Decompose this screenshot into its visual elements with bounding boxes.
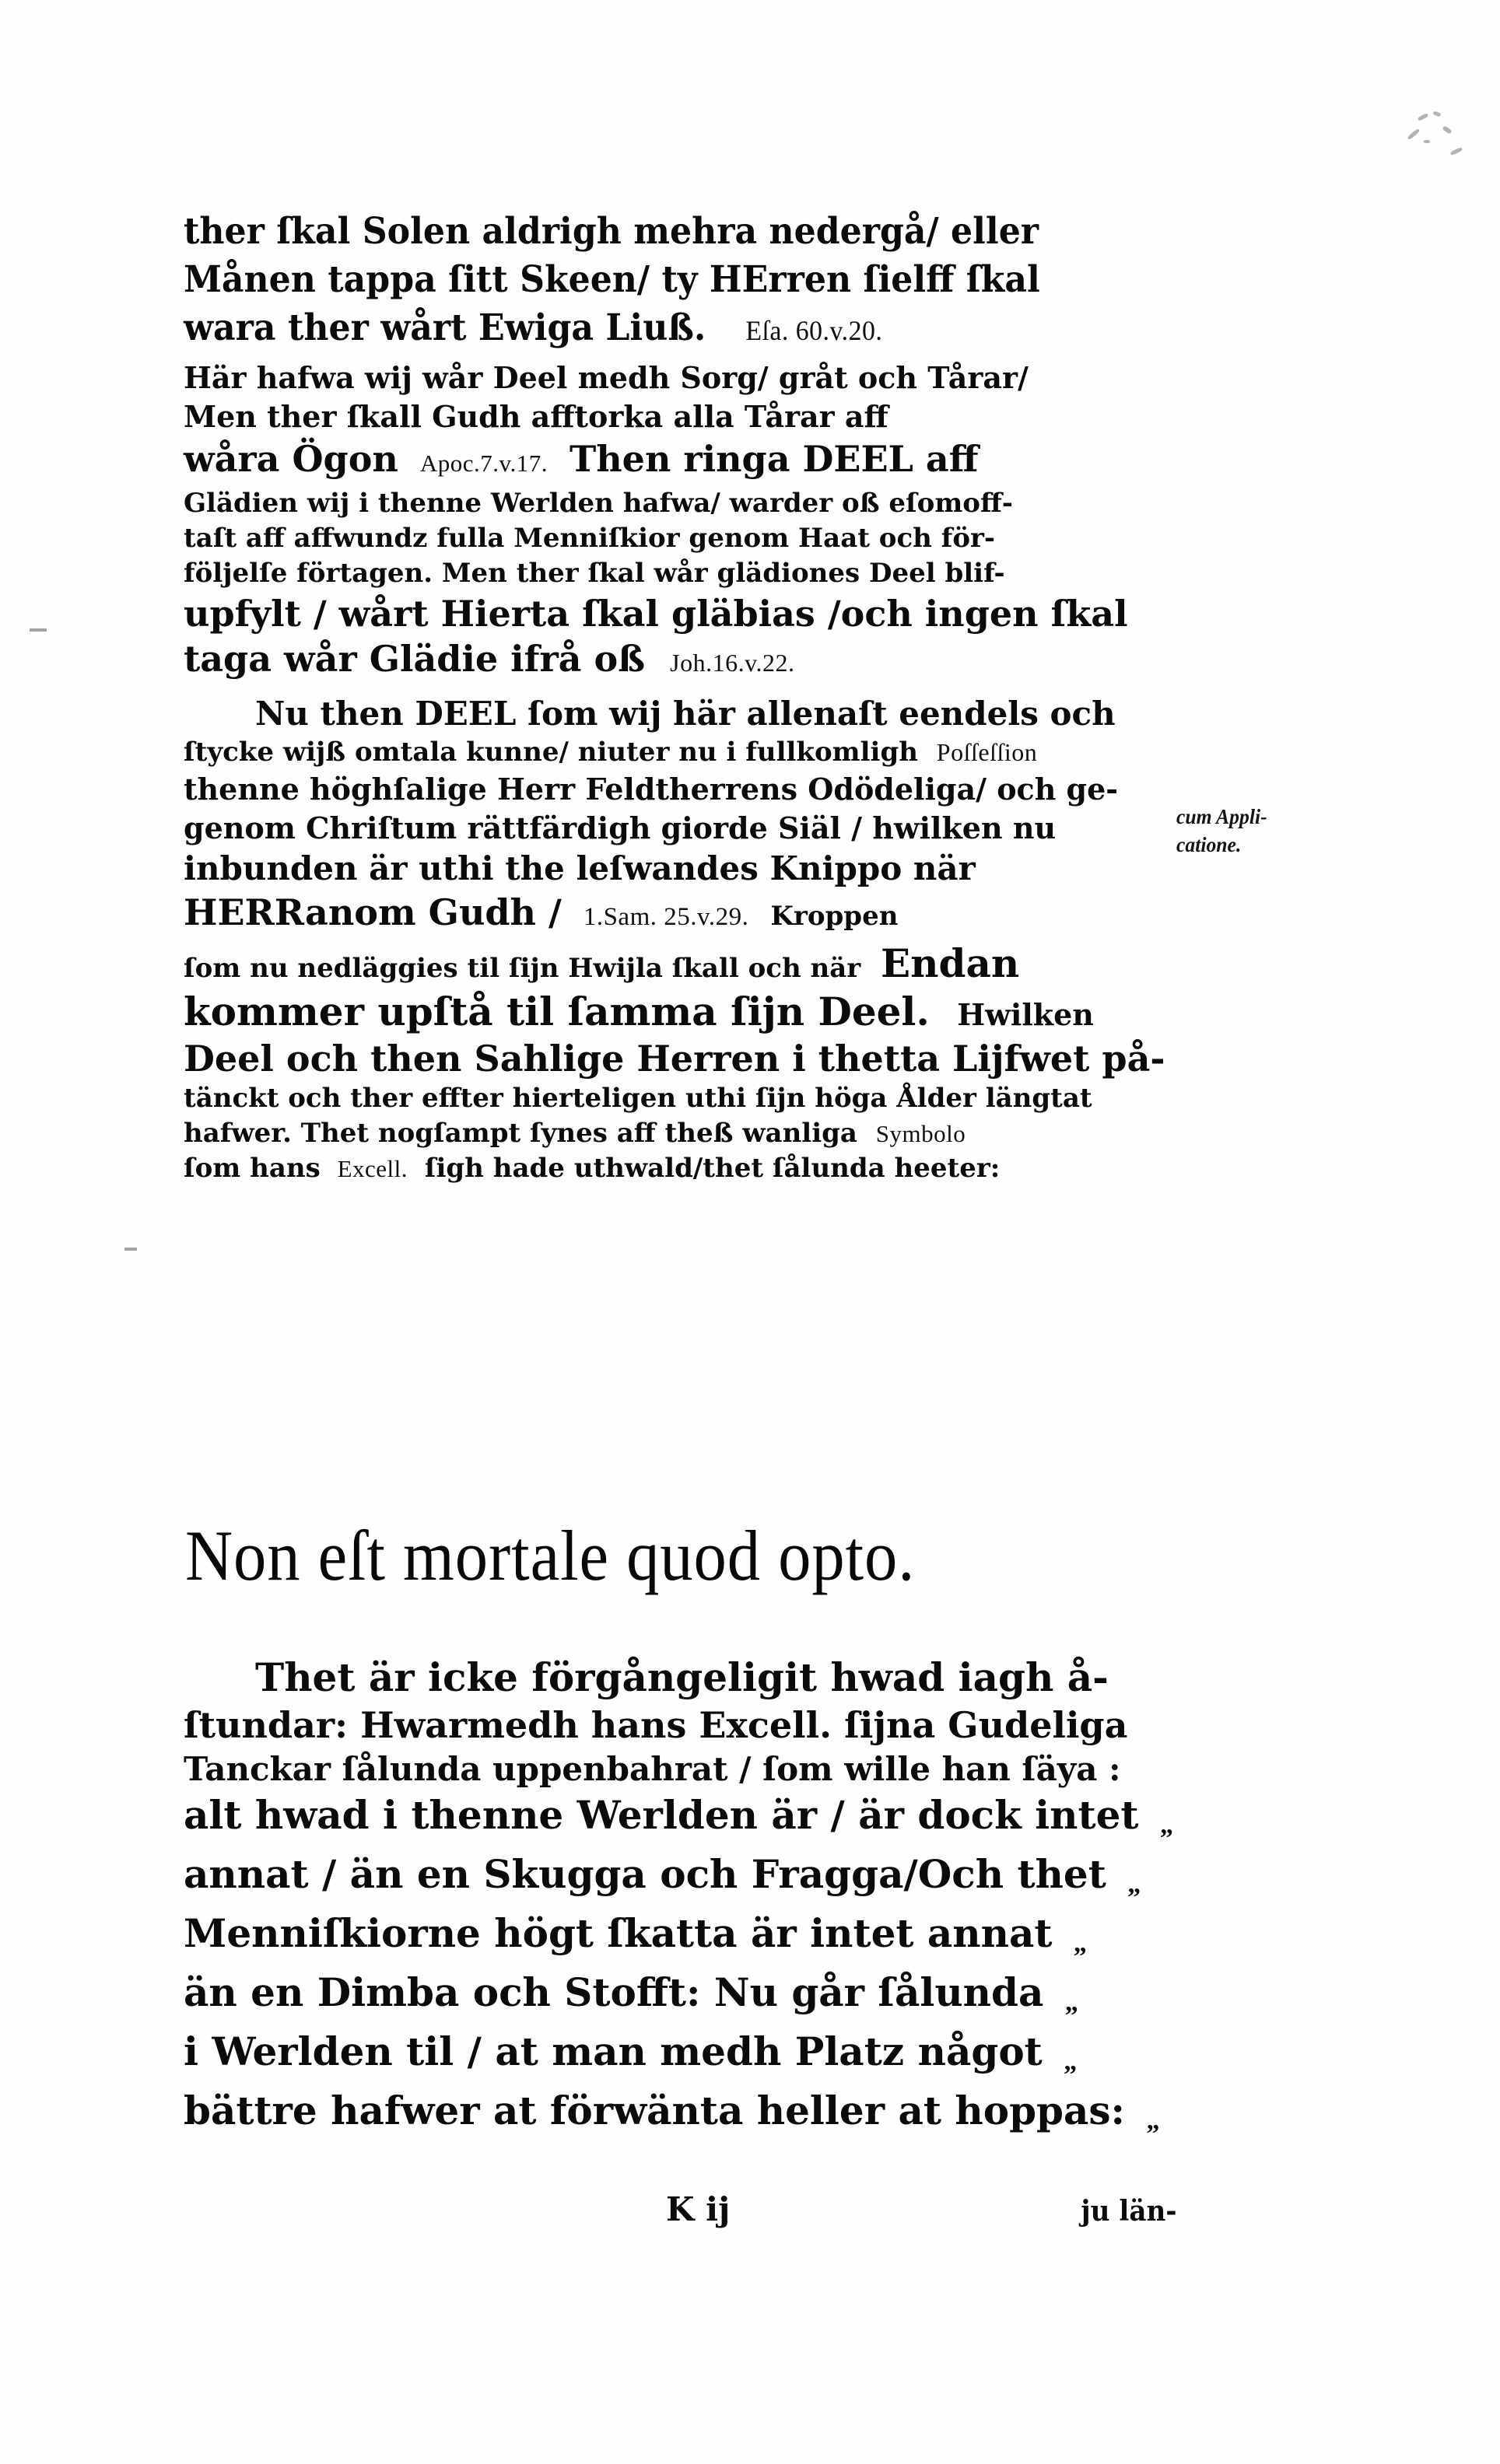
- text-line: [184, 988, 1170, 1036]
- line-text: i Werlden til / at man medh Platz något: [184, 2028, 1043, 2074]
- text-line: [184, 890, 1170, 940]
- middle-paragraph: [184, 693, 1170, 1186]
- line-text: kommer upſtå til ſamma ſijn Deel.: [184, 989, 930, 1034]
- latin-term-symbolo: Symbolo: [875, 1120, 966, 1147]
- line-text: thenne höghſalige Herr Feldtherrens Odödeliga/ och ge-: [184, 772, 1119, 807]
- quotation-mark: „: [1064, 2047, 1078, 2076]
- line-text: taſt aff affwundz fulla Menniſkior genom Haat och för-: [184, 523, 996, 554]
- text-line: [184, 1748, 1179, 1790]
- corner-ink-mark: [1376, 109, 1469, 171]
- line-text-cont: ſigh hade uthwald/thet ſålunda heeter:: [424, 1153, 1001, 1184]
- line-text-cont: Kroppen: [770, 901, 899, 932]
- line-text: tänckt och ther effter hierteligen uthi ſijn höga Ålder längtat: [184, 1083, 1092, 1114]
- catchword: ju län-: [1081, 2195, 1177, 2228]
- latin-motto: Non eſt mortale quod opto.: [185, 1516, 916, 1595]
- verse-paragraph: [184, 1654, 1179, 2146]
- quotation-mark: „: [1073, 1929, 1087, 1958]
- line-text: alt hwad i thenne Werlden är / är dock intet: [184, 1792, 1139, 1838]
- line-text: inbunden är uthi the leſwandes Knippo när: [184, 849, 976, 887]
- text-line: [184, 770, 1170, 809]
- margin-ink-speck: [124, 1248, 137, 1251]
- line-text: taga wår Glädie ifrå oß: [184, 638, 646, 680]
- text-line: [184, 397, 1170, 436]
- line-text: hafwer. Thet nogſampt ſynes aff theß wanliga: [184, 1118, 857, 1149]
- quotation-mark: „: [1146, 2106, 1160, 2135]
- text-line: [184, 1703, 1179, 1748]
- line-text: annat / än en Skugga och Fragga/Och thet: [184, 1851, 1106, 1897]
- quotation-mark: „: [1159, 1811, 1173, 1839]
- line-text-cont: Hwilken: [957, 997, 1094, 1032]
- text-line: [184, 2087, 1179, 2145]
- line-text: Deel och then Sahlige Herren i thetta Lijfwet på-: [184, 1038, 1165, 1080]
- quotation-mark: „: [1127, 1870, 1141, 1899]
- text-line: [184, 735, 1170, 770]
- text-line: [184, 359, 1170, 397]
- text-line: [184, 1969, 1179, 2027]
- line-text: ſom hans: [184, 1153, 321, 1184]
- marginal-note-line-1: cum Appli-: [1176, 805, 1267, 828]
- text-line: [184, 436, 1170, 486]
- line-text: Månen tappa ſitt Skeen/ ty HErren ſielff ſkal: [184, 258, 1040, 301]
- line-text: wara ther wårt Ewiga Liuß.: [184, 306, 706, 349]
- text-line: [184, 257, 1111, 303]
- text-line: [184, 305, 1111, 354]
- scripture-citation-esaias: Eſa. 60.v.20.: [745, 315, 883, 346]
- text-line: [184, 521, 1170, 556]
- line-text: Menniſkiorne högt ſkatta är intet annat: [184, 1910, 1053, 1956]
- text-line: [184, 1909, 1179, 1968]
- line-text: Nu then DEEL ſom wij här allenaſt eendels och: [255, 695, 1116, 733]
- text-line: [184, 2028, 1179, 2086]
- text-column: [184, 208, 1170, 1186]
- text-line: [184, 556, 1170, 591]
- opening-paragraph: [184, 208, 1170, 354]
- signature-mark: K ij: [666, 2190, 731, 2228]
- text-line: [184, 1791, 1179, 1850]
- text-line: [184, 1081, 1170, 1116]
- text-line: [184, 693, 1170, 735]
- line-text: upfylt / wårt Hierta ſkal gläbias /och ingen ſkal: [184, 593, 1128, 635]
- margin-ink-speck: [30, 628, 47, 632]
- scripture-citation-johannes: Joh.16.v.22.: [670, 649, 795, 677]
- scripture-citation-samuel: 1.Sam. 25.v.29.: [583, 903, 749, 931]
- line-text: Glädien wij i thenne Werlden hafwa/ warder oß eſomoff-: [184, 488, 1013, 519]
- text-line: [184, 1151, 1170, 1186]
- text-line: [184, 809, 1170, 848]
- latin-term-possessio: Poſſeſſion: [936, 738, 1038, 766]
- line-text: än en Dimba och Stofft: Nu går ſålunda: [184, 1969, 1044, 2015]
- line-text-cont: Endan: [881, 940, 1020, 986]
- line-text: Här hafwa wij wår Deel medh Sorg/ gråt och Tårar/: [184, 360, 1029, 395]
- line-text: ſtundar: Hwarmedh hans Excell. ſijna Gudeliga: [184, 1704, 1128, 1746]
- line-text: HERRanom Gudh /: [184, 891, 562, 933]
- text-line: [184, 1116, 1170, 1151]
- marginal-note: [1176, 803, 1347, 859]
- line-text: bättre hafwer at förwänta heller at hoppas:: [184, 2088, 1126, 2133]
- text-line: [184, 940, 1170, 988]
- line-text: följelſe förtagen. Men ther ſkal wår glädiones Deel blif-: [184, 558, 1005, 589]
- text-line: [184, 486, 1170, 521]
- line-text-cont: Then ringa DEEL aff: [570, 438, 979, 480]
- line-text: genom Chriſtum rättfärdigh giorde Siäl / hwilken nu: [184, 810, 1057, 845]
- text-line: [184, 1654, 1179, 1702]
- text-line: [184, 208, 1111, 255]
- text-line: [184, 1850, 1179, 1909]
- abbreviation-excellentia: Excell.: [337, 1155, 408, 1182]
- text-line: [184, 848, 1170, 890]
- scripture-citation-apocalypse: Apoc.7.v.17.: [419, 450, 548, 477]
- marginal-note-line-2: catione.: [1176, 833, 1242, 856]
- line-text: wåra Ögon: [184, 438, 398, 480]
- text-line: [184, 591, 1170, 636]
- line-text: ſtycke wijß omtala kunne/ niuter nu i fullkomligh: [184, 737, 918, 768]
- line-text: Men ther ſkall Gudh afftorka alla Tårar aff: [184, 399, 888, 434]
- line-text: Tanckar ſålunda uppenbahrat / ſom wille han ſäya :: [184, 1750, 1121, 1788]
- line-text: ther ſkal Solen aldrigh mehra nedergå/ eller: [184, 210, 1039, 253]
- line-text: Thet är icke förgångeligit hwad iagh å-: [255, 1654, 1109, 1700]
- page-footer: [184, 2190, 1179, 2228]
- text-line: [184, 636, 1170, 685]
- quotation-mark: „: [1064, 1988, 1078, 2017]
- dense-paragraph: [184, 359, 1170, 685]
- text-line: [184, 1036, 1170, 1081]
- line-text: ſom nu nedläggies til ſijn Hwijla ſkall och när: [184, 953, 861, 984]
